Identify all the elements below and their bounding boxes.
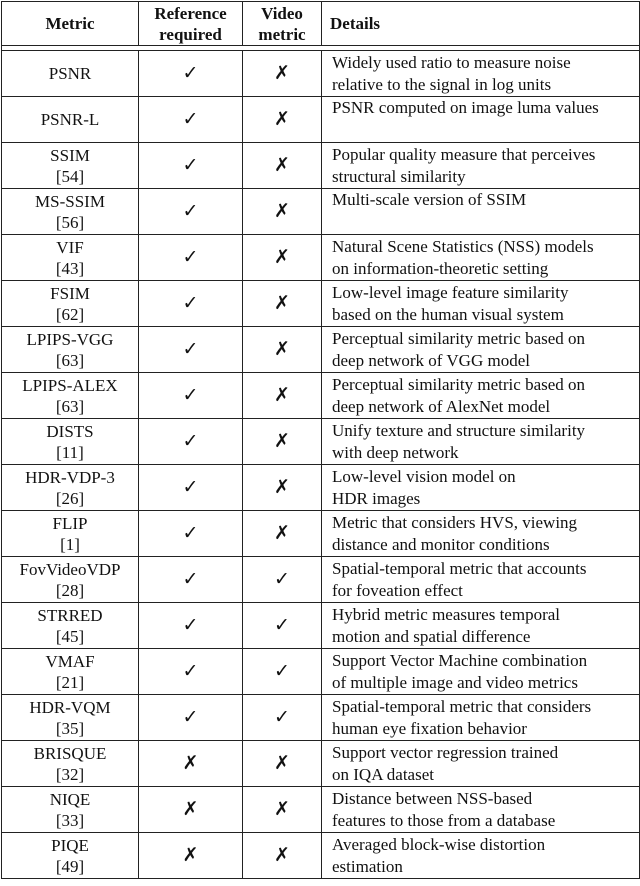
cross-mark-icon: ✗ (243, 419, 322, 465)
metric-name: FovVideoVDP (19, 559, 121, 579)
metric-name-cell (2, 465, 139, 511)
cross-mark-icon: ✗ (243, 511, 322, 557)
metric-name-cell (2, 741, 139, 787)
table-row (2, 235, 640, 281)
metric-citation: [49] (55, 856, 85, 876)
table-row (2, 741, 640, 787)
metric-details (322, 97, 640, 143)
details-line: Averaged block-wise distortion (332, 834, 546, 854)
metric-name-cell (2, 143, 139, 189)
details-line: HDR images (332, 488, 421, 508)
metric-citation: [63] (55, 396, 85, 416)
check-mark-icon: ✓ (139, 281, 243, 327)
metric-citation: [1] (60, 534, 80, 554)
check-mark-icon: ✓ (139, 557, 243, 603)
check-mark-icon: ✓ (139, 235, 243, 281)
header-reference-required: Reference required (139, 2, 243, 46)
cross-mark-icon: ✗ (243, 741, 322, 787)
cross-mark-icon: ✗ (243, 281, 322, 327)
metric-details (322, 465, 640, 511)
metric-name: LPIPS-ALEX (22, 375, 118, 395)
metric-name-cell (2, 649, 139, 695)
metric-details (322, 419, 640, 465)
details-line: features to those from a database (332, 810, 556, 830)
check-mark-icon: ✓ (139, 373, 243, 419)
metric-citation: [45] (55, 626, 85, 646)
metric-name: SSIM (50, 145, 90, 165)
metric-name: HDR-VQM (29, 697, 111, 717)
metric-citation: [32] (55, 764, 85, 784)
check-mark-icon: ✓ (139, 189, 243, 235)
cross-mark-icon: ✗ (243, 143, 322, 189)
metric-name-cell (2, 235, 139, 281)
table-row (2, 787, 640, 833)
table-row (2, 833, 640, 879)
metric-name: FSIM (50, 283, 90, 303)
details-line: Unify texture and structure similarity (332, 420, 586, 440)
details-line: structural similarity (332, 166, 466, 186)
metric-citation: [11] (56, 442, 84, 462)
metric-name: HDR-VDP-3 (25, 467, 115, 487)
header-video-metric: Video metric (243, 2, 322, 46)
metric-details (322, 51, 640, 97)
metric-citation: [35] (55, 718, 85, 738)
cross-mark-icon: ✗ (243, 51, 322, 97)
metric-name-cell (2, 557, 139, 603)
metric-details (322, 189, 640, 235)
details-line: distance and monitor conditions (332, 534, 550, 554)
details-line: Popular quality measure that perceives (332, 144, 596, 164)
cross-mark-icon: ✗ (139, 833, 243, 879)
details-line: on IQA dataset (332, 764, 434, 784)
header-details: Details (322, 2, 640, 46)
metric-name-cell (2, 419, 139, 465)
metric-name-cell (2, 51, 139, 97)
details-line: Support vector regression trained (332, 742, 559, 762)
check-mark-icon: ✓ (243, 557, 322, 603)
cross-mark-icon: ✗ (243, 833, 322, 879)
details-line: Natural Scene Statistics (NSS) models (332, 236, 594, 256)
table-row (2, 143, 640, 189)
metric-citation: [26] (55, 488, 85, 508)
check-mark-icon: ✓ (139, 465, 243, 511)
metric-citation: [54] (55, 166, 85, 186)
cross-mark-icon: ✗ (243, 189, 322, 235)
metrics-table (1, 1, 640, 879)
metric-citation: [28] (55, 580, 85, 600)
details-line: Perceptual similarity metric based on (332, 374, 586, 394)
metric-details (322, 603, 640, 649)
details-line: estimation (332, 856, 403, 876)
table-row (2, 649, 640, 695)
cross-mark-icon: ✗ (139, 741, 243, 787)
metric-name: PSNR-L (40, 110, 100, 129)
metric-citation: [63] (55, 350, 85, 370)
details-line: Multi-scale version of SSIM (332, 190, 527, 209)
metric-name: FLIP (52, 513, 88, 533)
table-row (2, 603, 640, 649)
metric-name: MS-SSIM (35, 191, 105, 211)
details-line: Spatial-temporal metric that accounts (332, 558, 587, 578)
check-mark-icon: ✓ (243, 649, 322, 695)
header-row (2, 2, 640, 46)
metric-name-cell (2, 511, 139, 557)
details-line: Low-level image feature similarity (332, 282, 569, 302)
metric-citation: [21] (55, 672, 85, 692)
metric-name-cell (2, 189, 139, 235)
metric-name-cell (2, 373, 139, 419)
check-mark-icon: ✓ (139, 511, 243, 557)
metric-details (322, 235, 640, 281)
table-row (2, 557, 640, 603)
cross-mark-icon: ✗ (243, 235, 322, 281)
details-line: deep network of VGG model (332, 350, 530, 370)
details-line: of multiple image and video metrics (332, 672, 578, 692)
check-mark-icon: ✓ (139, 603, 243, 649)
metric-name-cell (2, 695, 139, 741)
metric-name: STRRED (37, 605, 103, 625)
check-mark-icon: ✓ (139, 51, 243, 97)
details-line: based on the human visual system (332, 304, 564, 324)
metric-details (322, 511, 640, 557)
table-row (2, 51, 640, 97)
table-row (2, 695, 640, 741)
check-mark-icon: ✓ (243, 695, 322, 741)
details-line: motion and spatial difference (332, 626, 531, 646)
check-mark-icon: ✓ (139, 419, 243, 465)
metric-details (322, 327, 640, 373)
table-row (2, 373, 640, 419)
details-line: Low-level vision model on (332, 466, 516, 486)
details-line: deep network of AlexNet model (332, 396, 551, 416)
details-line: Hybrid metric measures temporal (332, 604, 561, 624)
metric-name-cell (2, 97, 139, 143)
metric-details (322, 373, 640, 419)
details-line: Distance between NSS-based (332, 788, 533, 808)
metric-name: LPIPS-VGG (26, 329, 114, 349)
details-line: relative to the signal in log units (332, 74, 552, 94)
metric-name: VMAF (45, 651, 95, 671)
check-mark-icon: ✓ (243, 603, 322, 649)
metric-details (322, 281, 640, 327)
details-line: PSNR computed on image luma values (332, 98, 599, 117)
details-line: Perceptual similarity metric based on (332, 328, 586, 348)
details-line: for foveation effect (332, 580, 463, 600)
header-metric: Metric (2, 2, 139, 46)
details-line: Support Vector Machine combination (332, 650, 588, 670)
metric-citation: [33] (55, 810, 85, 830)
metric-citation: [56] (55, 212, 85, 232)
table-row (2, 419, 640, 465)
metric-name: PIQE (51, 835, 89, 855)
check-mark-icon: ✓ (139, 143, 243, 189)
cross-mark-icon: ✗ (243, 373, 322, 419)
table-row (2, 189, 640, 235)
metric-name: BRISQUE (33, 743, 107, 763)
metric-name-cell (2, 603, 139, 649)
table-row (2, 327, 640, 373)
details-line: Spatial-temporal metric that considers (332, 696, 592, 716)
check-mark-icon: ✓ (139, 649, 243, 695)
table-row (2, 97, 640, 143)
metric-citation: [43] (55, 258, 85, 278)
details-line: with deep network (332, 442, 459, 462)
metric-name: DISTS (46, 421, 94, 441)
details-line: Widely used ratio to measure noise (332, 52, 571, 72)
metric-name-cell (2, 327, 139, 373)
table-row (2, 281, 640, 327)
table-row (2, 511, 640, 557)
details-line: on information-theoretic setting (332, 258, 549, 278)
cross-mark-icon: ✗ (243, 327, 322, 373)
metric-name: PSNR (48, 64, 92, 83)
metric-name-cell (2, 787, 139, 833)
metric-citation: [62] (55, 304, 85, 324)
cross-mark-icon: ✗ (243, 465, 322, 511)
metric-details (322, 649, 640, 695)
metric-name-cell (2, 833, 139, 879)
cross-mark-icon: ✗ (243, 787, 322, 833)
details-line: Metric that considers HVS, viewing (332, 512, 578, 532)
metric-name: NIQE (49, 789, 91, 809)
metric-name: VIF (56, 237, 84, 257)
check-mark-icon: ✓ (139, 695, 243, 741)
metric-details (322, 557, 640, 603)
check-mark-icon: ✓ (139, 327, 243, 373)
cross-mark-icon: ✗ (139, 787, 243, 833)
metric-details (322, 833, 640, 879)
metric-details (322, 741, 640, 787)
metric-details (322, 787, 640, 833)
metric-details (322, 143, 640, 189)
table-row (2, 465, 640, 511)
details-line: human eye fixation behavior (332, 718, 527, 738)
metric-details (322, 695, 640, 741)
check-mark-icon: ✓ (139, 97, 243, 143)
cross-mark-icon: ✗ (243, 97, 322, 143)
metric-name-cell (2, 281, 139, 327)
